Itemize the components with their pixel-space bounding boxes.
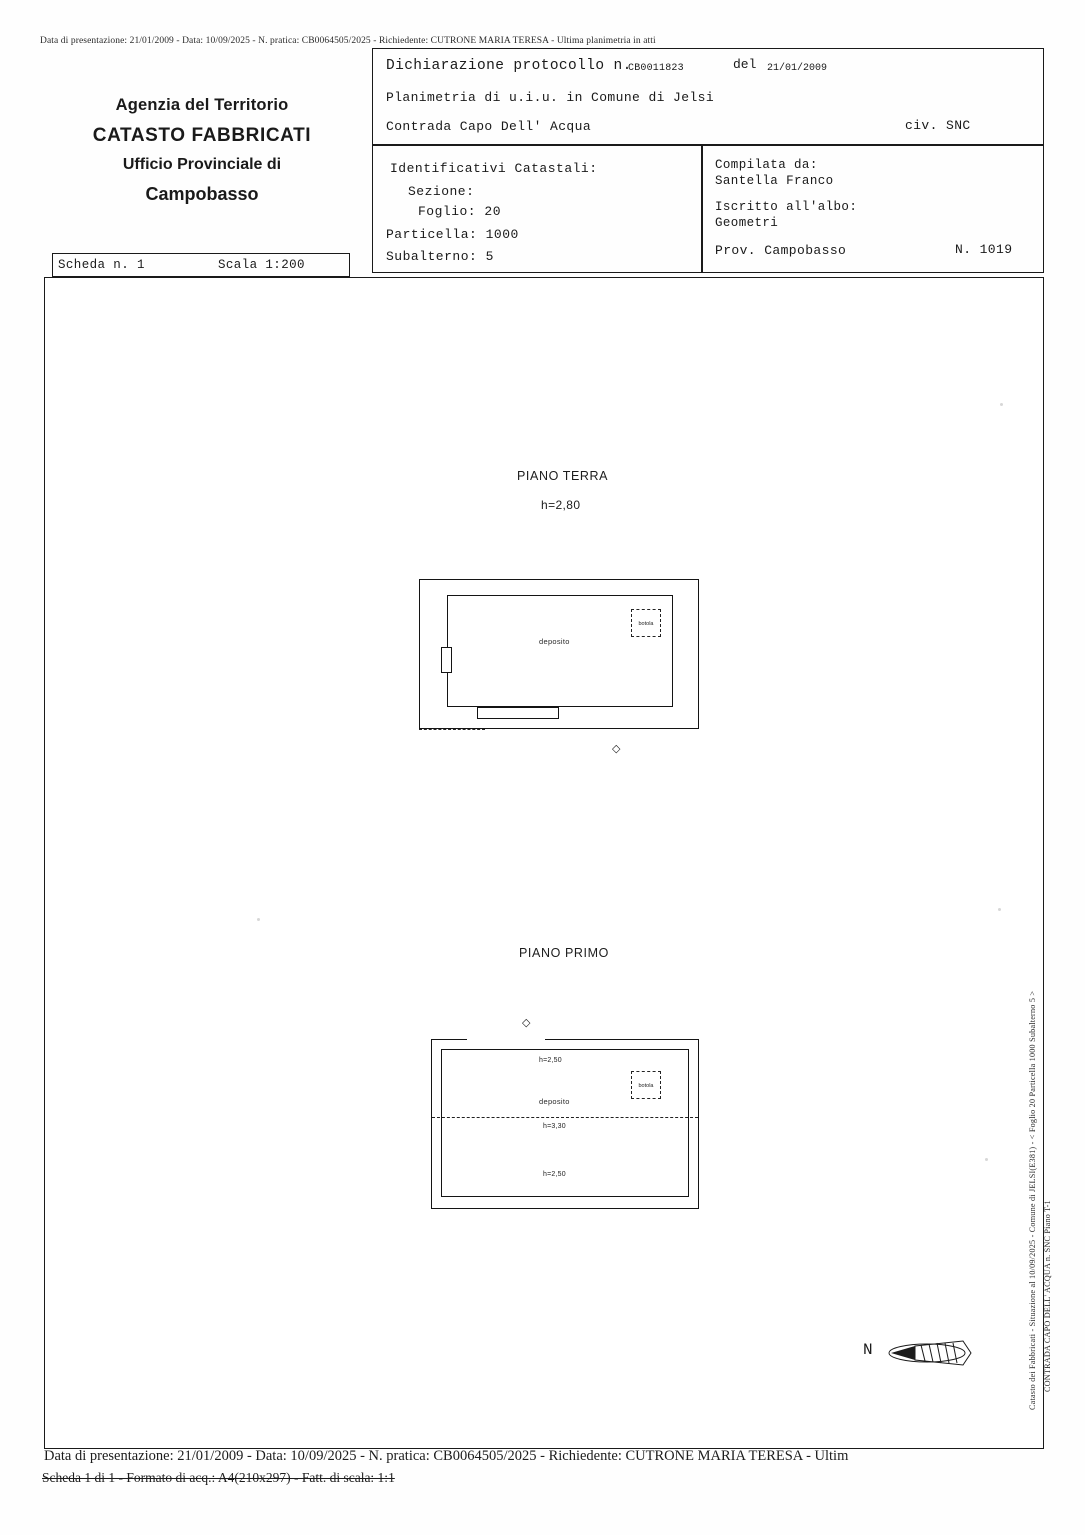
declaration-label: Dichiarazione protocollo n. [386, 58, 632, 74]
surveyor-register-number: N. 1019 [955, 242, 1013, 257]
planimetry-comune-line: Planimetria di u.i.u. in Comune di Jelsi [386, 90, 715, 105]
surveyor-register-value: Geometri [715, 216, 779, 230]
agency-department: CATASTO FABBRICATI [92, 124, 312, 146]
up-arrow-icon-2: ◇ [522, 1017, 531, 1029]
cadastral-sezione: Sezione: [408, 184, 475, 199]
ground-floor-door-opening [441, 647, 452, 673]
ground-floor-plan [419, 579, 699, 749]
scheda-number: Scheda n. 1 [58, 258, 145, 272]
first-floor-height-bottom: h=2,50 [543, 1171, 566, 1178]
declaration-del-label: del [733, 57, 757, 72]
floor-height-ground: h=2,80 [541, 498, 581, 512]
declaration-number: CB0011823 [628, 63, 684, 74]
cadastral-particella: Particella: 1000 [386, 227, 519, 242]
first-floor-top-opening [467, 1039, 545, 1041]
top-header-strip: Data di presentazione: 21/01/2009 - Data: 10/09/2025 - N. pratica: CB0064505/2025 - Richiedente: CUTRONE MARIA TERESA - Ultima planimetria in atti [40, 36, 656, 46]
cadastral-subalterno: Subalterno: 5 [386, 249, 494, 264]
address-line: Contrada Capo Dell' Acqua [386, 119, 592, 134]
ground-floor-room-label: deposito [539, 637, 570, 646]
agency-block [52, 94, 352, 207]
first-floor-plan [431, 1019, 701, 1209]
first-floor-botola-label: botola [631, 1071, 661, 1099]
ground-floor-botola-label: botola [631, 609, 661, 637]
declaration-date: 21/01/2009 [767, 63, 828, 74]
floor-label-first: PIANO PRIMO [519, 946, 609, 960]
first-floor-room-label: deposito [539, 1097, 570, 1106]
compass-north-letter: N [863, 1341, 873, 1359]
agency-office-label: Ufficio Provinciale di [122, 156, 282, 174]
scan-speck [257, 918, 260, 921]
first-floor-height-mid: h=3,30 [543, 1123, 566, 1130]
civic-number: civ. SNC [905, 118, 971, 133]
cadastral-foglio: Foglio: 20 [418, 204, 502, 219]
scan-speck [998, 908, 1001, 911]
floor-label-ground: PIANO TERRA [517, 469, 609, 483]
surveyor-title: Compilata da: [715, 158, 818, 172]
footer-line-presentation: Data di presentazione: 21/01/2009 - Data: 10/09/2025 - N. pratica: CB0064505/2025 - Richiedente: CUTRONE MARIA TERESA - Ultim [44, 1448, 849, 1464]
margin-vertical-text-1: Catasto dei Fabbricati - Situazione al 10/09/2025 - Comune di JELSI(E381) - < Foglio 20 Particella 1000 Subalterno 5 > [1028, 990, 1037, 1410]
ground-floor-dashed-boundary [419, 729, 485, 730]
surveyor-register-label: Iscritto all'albo: [715, 200, 858, 214]
scan-speck [1000, 403, 1003, 406]
surveyor-name: Santella Franco [715, 174, 834, 188]
scan-speck [985, 1158, 988, 1161]
margin-vertical-text-2: CONTRADA CAPO DELL' ACQUA n. SNC Piano T-1 [1043, 1200, 1052, 1392]
up-arrow-icon: ◇ [612, 743, 621, 755]
scale-value: Scala 1:200 [218, 258, 305, 272]
surveyor-province: Prov. Campobasso [715, 243, 847, 258]
ground-floor-stair [477, 707, 559, 719]
compass-needle-icon [885, 1335, 977, 1371]
agency-name: Agenzia del Territorio [115, 96, 289, 114]
drawing-canvas [44, 277, 1044, 1449]
footer-line-format: Scheda 1 di 1 - Formato di acq.: A4(210x297) - Fatt. di scala: 1:1 [42, 1470, 395, 1485]
first-floor-height-divider [432, 1117, 698, 1118]
first-floor-height-top: h=2,50 [539, 1057, 562, 1064]
cadastral-identifiers-title: Identificativi Catastali: [390, 161, 598, 176]
compass-rose [863, 1333, 973, 1373]
agency-office-city: Campobasso [145, 183, 259, 204]
